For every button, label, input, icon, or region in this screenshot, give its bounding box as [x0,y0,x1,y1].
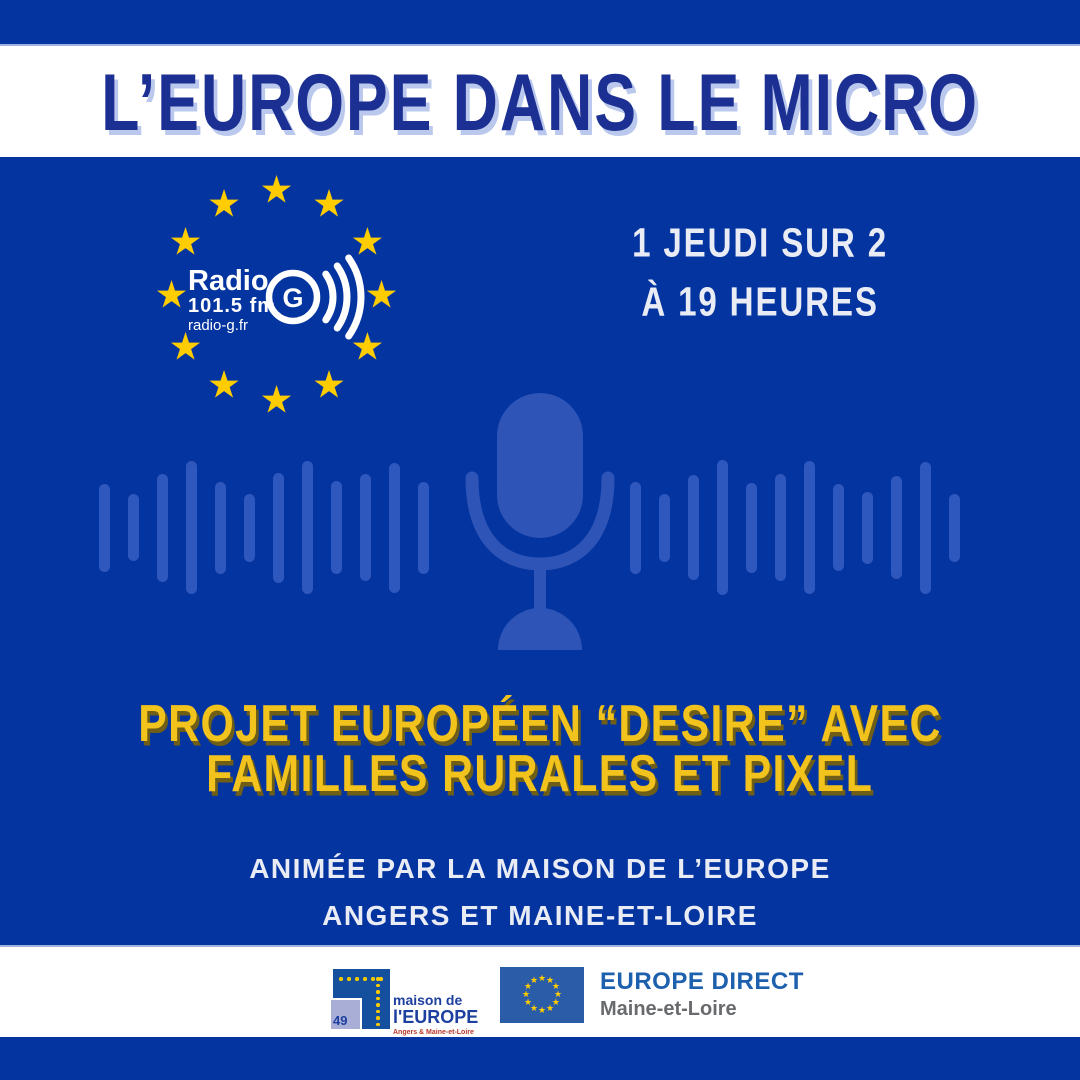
soundwave-right-icon [630,460,960,595]
eu-star-icon: ★ [553,989,563,1000]
soundwave-bar [331,481,342,574]
eu-star-icon: ★ [311,364,347,407]
soundwave-bar [862,492,873,564]
schedule-text [580,219,940,325]
footer-band [0,945,1080,1037]
soundwave-bar [128,494,139,561]
microphone-icon [460,388,620,660]
soundwave-bar [833,484,844,571]
maison-department-square [331,998,362,1029]
soundwave-left-icon [99,460,429,595]
eu-star-icon: ★ [551,981,560,992]
soundwave-bar [659,494,670,562]
soundwave-bar [215,482,226,574]
eu-star-icon: ★ [350,221,385,264]
maison-dot [355,977,359,981]
maison-dot [376,1016,380,1020]
soundwave-bar [891,476,902,579]
eu-star-icon: ★ [551,997,560,1008]
eu-star-icon: ★ [521,989,531,1000]
europe-direct-subtitle: Maine-et-Loire [600,998,737,1020]
soundwave-bar [630,482,641,574]
soundwave-bar [746,483,757,573]
maison-dot [376,977,380,981]
title-band [0,44,1080,157]
eu-star-icon: ★ [206,183,242,226]
eu-star-icon: ★ [524,981,533,992]
eu-star-icon: ★ [537,973,547,984]
soundwave-bar [360,474,371,581]
eu-star-icon: ★ [311,183,347,226]
project-title-line-2: FAMILLES RURALES ET PIXEL [206,743,874,803]
schedule-line-2: À 19 HEURES [641,278,879,325]
eu-star-icon: ★ [529,1003,539,1014]
eu-star-icon: ★ [168,221,203,264]
maison-dot [376,984,380,988]
eu-star-icon: ★ [537,1005,547,1016]
soundwave-bar [418,482,429,574]
maison-dot [347,977,351,981]
project-title-line-1: PROJET EUROPÉEN “DESIRE” AVEC [138,693,942,753]
radio-g-logo [146,166,407,427]
eu-star-icon: ★ [529,975,539,986]
soundwave-bar [186,461,197,594]
eu-star-icon: ★ [524,997,533,1008]
eu-star-icon: ★ [259,168,294,211]
project-title [0,693,1080,803]
maison-dot [376,997,380,1001]
eu-star-icon: ★ [545,1003,555,1014]
maison-dot [379,977,383,981]
soundwave-bar [157,474,168,582]
maison-europe-emblem-icon [333,969,390,1029]
maison-dot [339,977,343,981]
soundwave-bar [717,460,728,595]
soundwave-bar [302,461,313,594]
maison-dot [376,1010,380,1014]
maison-dot [371,977,375,981]
soundwave-bar [389,463,400,593]
maison-department-number: 49 [333,1013,348,1028]
maison-dot [376,1003,380,1007]
eu-star-icon: ★ [350,326,385,369]
soundwave-bar [688,475,699,580]
soundwave-bar [99,484,110,572]
host-subtitle-line-2: ANGERS ET MAINE-ET-LOIRE [322,900,758,931]
soundwave-bar [949,494,960,562]
eu-star-icon: ★ [545,975,555,986]
europe-direct-title: EUROPE DIRECT [600,968,804,995]
show-title: L’EUROPE DANS LE MICRO [101,56,979,147]
europe-direct-text [600,969,804,1020]
host-subtitle [0,845,1080,939]
maison-dot [376,1023,380,1027]
soundwave-bar [244,494,255,562]
eu-star-icon: ★ [259,378,294,421]
radio-name: Radio [188,265,269,297]
soundwave-bar [273,473,284,583]
eu-star-icon: ★ [154,273,189,316]
soundwave-bar [775,474,786,581]
svg-text:G: G [282,283,304,313]
soundwave-bar [804,461,815,594]
maison-europe-logo [333,969,513,1036]
maison-dot [376,990,380,994]
schedule-line-1: 1 JEUDI SUR 2 [632,219,888,266]
host-subtitle-line-1: ANIMÉE PAR LA MAISON DE L’EUROPE [249,853,831,884]
maison-dot [363,977,367,981]
maison-line-2: l'EUROPE [393,1007,479,1027]
maison-dots-column [376,977,380,1026]
eu-flag-icon [500,967,584,1023]
radio-frequency: 101.5 fm [188,295,277,317]
maison-line-3: Angers & Maine-et-Loire [393,1029,474,1036]
maison-logo-text [393,993,478,1037]
maison-line-1: maison de [393,992,463,1008]
eu-star-icon: ★ [364,273,399,316]
radio-g-emblem-icon [261,237,401,357]
eu-star-icon: ★ [168,326,203,369]
eu-star-icon: ★ [206,364,242,407]
radio-website: radio-g.fr [188,317,249,334]
soundwave-bar [920,462,931,594]
